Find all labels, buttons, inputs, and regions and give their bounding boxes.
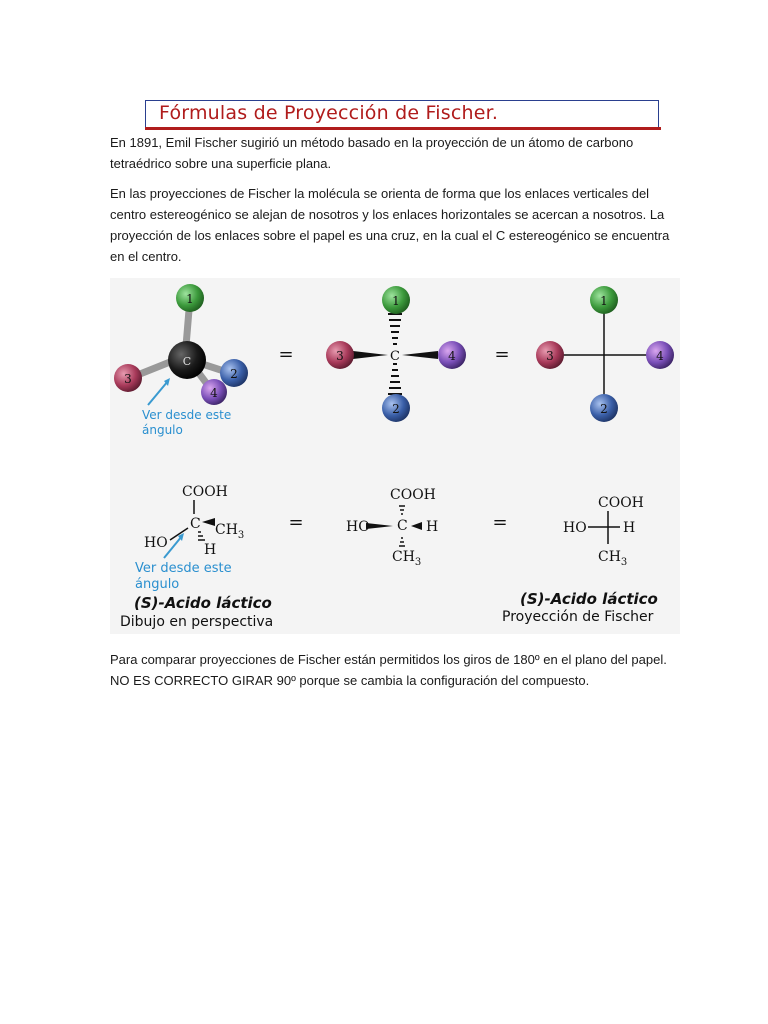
equals-sign-1: =	[278, 344, 294, 365]
paragraph-intro: En 1891, Emil Fischer sugirió un método basado en la proyección de un átomo de carbono tetraédrico sobre una superficie plana.	[110, 135, 634, 171]
lactic-perspective	[120, 484, 273, 630]
paragraph-orientation: En las proyecciones de Fischer la molécula se orienta de forma que los enlaces verticales del centro estereogénico se alejan de nosotros y los enlaces horizontales se acercan a nosotros. La proyección de los enlaces sobre el papel es una cruz, en la cual el C estereogénico se encuentra en el centro.	[110, 186, 670, 264]
lactic-h: H	[623, 520, 636, 536]
caption-right-name: (S)-Acido láctico	[520, 590, 658, 608]
ball-label-1: 1	[600, 294, 608, 308]
lactic-c: C	[190, 516, 201, 532]
lactic-ho: HO	[563, 520, 587, 536]
fischer-diagram	[110, 278, 680, 634]
lactic-wedge-ch3	[202, 518, 215, 526]
ball-label-1: 1	[186, 292, 194, 306]
lactic-cooh: COOH	[598, 495, 644, 511]
lactic-cooh: COOH	[390, 487, 436, 503]
lactic-wedge-projection	[346, 487, 438, 568]
title-underline	[145, 127, 661, 130]
lactic-hash-h	[198, 532, 205, 540]
equals-sign-2: =	[494, 344, 510, 365]
equals-sign-4: =	[492, 512, 508, 533]
lactic-hash-down	[399, 538, 405, 546]
ball-stick-model	[114, 284, 248, 437]
lactic-h: H	[204, 542, 217, 558]
wedge-bond-right	[402, 351, 438, 359]
ball-label-4: 4	[656, 349, 664, 363]
paragraph-rotation-rule: Para comparar proyecciones de Fischer están permitidos los giros de 180º en el plano del papel. NO ES CORRECTO GIRAR 90º porque se cambia la configuración del compuesto.	[110, 652, 667, 688]
lactic-hash-up	[399, 506, 405, 514]
caption-left-sub: Dibujo en perspectiva	[120, 614, 274, 630]
view-note-line1: Ver desde este	[142, 408, 232, 422]
lactic-cooh: COOH	[182, 484, 228, 500]
center-atom-label: C	[182, 355, 192, 368]
view-arrow	[148, 381, 168, 405]
lactic-wedge-ho	[366, 523, 393, 529]
ball-label-2: 2	[230, 367, 238, 381]
hashed-bond-up	[388, 314, 402, 344]
caption-right-sub: Proyección de Fischer	[502, 609, 654, 625]
lactic-fischer-cross	[502, 495, 658, 625]
cross-model	[536, 286, 674, 422]
ball-label-3: 3	[124, 372, 132, 386]
ball-label-2: 2	[600, 402, 608, 416]
ball-label-3: 3	[546, 349, 554, 363]
lactic-h: H	[426, 519, 439, 535]
ball-label-4: 4	[210, 386, 218, 400]
lactic-ch3: $CH_3$	[215, 522, 245, 541]
caption-left-name: (S)-Acido láctico	[134, 594, 272, 612]
view-note-line2: ángulo	[142, 423, 183, 437]
lactic-ch3: $CH_3$	[598, 549, 628, 568]
lactic-c: C	[397, 518, 408, 534]
lactic-wedge-h	[411, 522, 422, 530]
ball-label-4: 4	[448, 349, 456, 363]
fischer-figure	[110, 278, 680, 634]
lactic-ho: HO	[144, 535, 168, 551]
equals-sign-3: =	[288, 512, 304, 533]
view-note-line2: ángulo	[135, 577, 180, 592]
ball-label-3: 3	[336, 349, 344, 363]
ball-label-1: 1	[392, 294, 400, 308]
wedge-model	[326, 286, 466, 422]
wedge-bond-left	[353, 351, 388, 359]
ball-label-2: 2	[392, 402, 400, 416]
page-title: Fórmulas de Proyección de Fischer.	[159, 102, 499, 124]
center-atom-label: C	[390, 349, 400, 364]
lactic-ho: HO	[346, 519, 370, 535]
lactic-ch3: $CH_3$	[392, 549, 422, 568]
hashed-bond-down	[388, 364, 402, 394]
view-note-line1: Ver desde este	[135, 561, 232, 576]
